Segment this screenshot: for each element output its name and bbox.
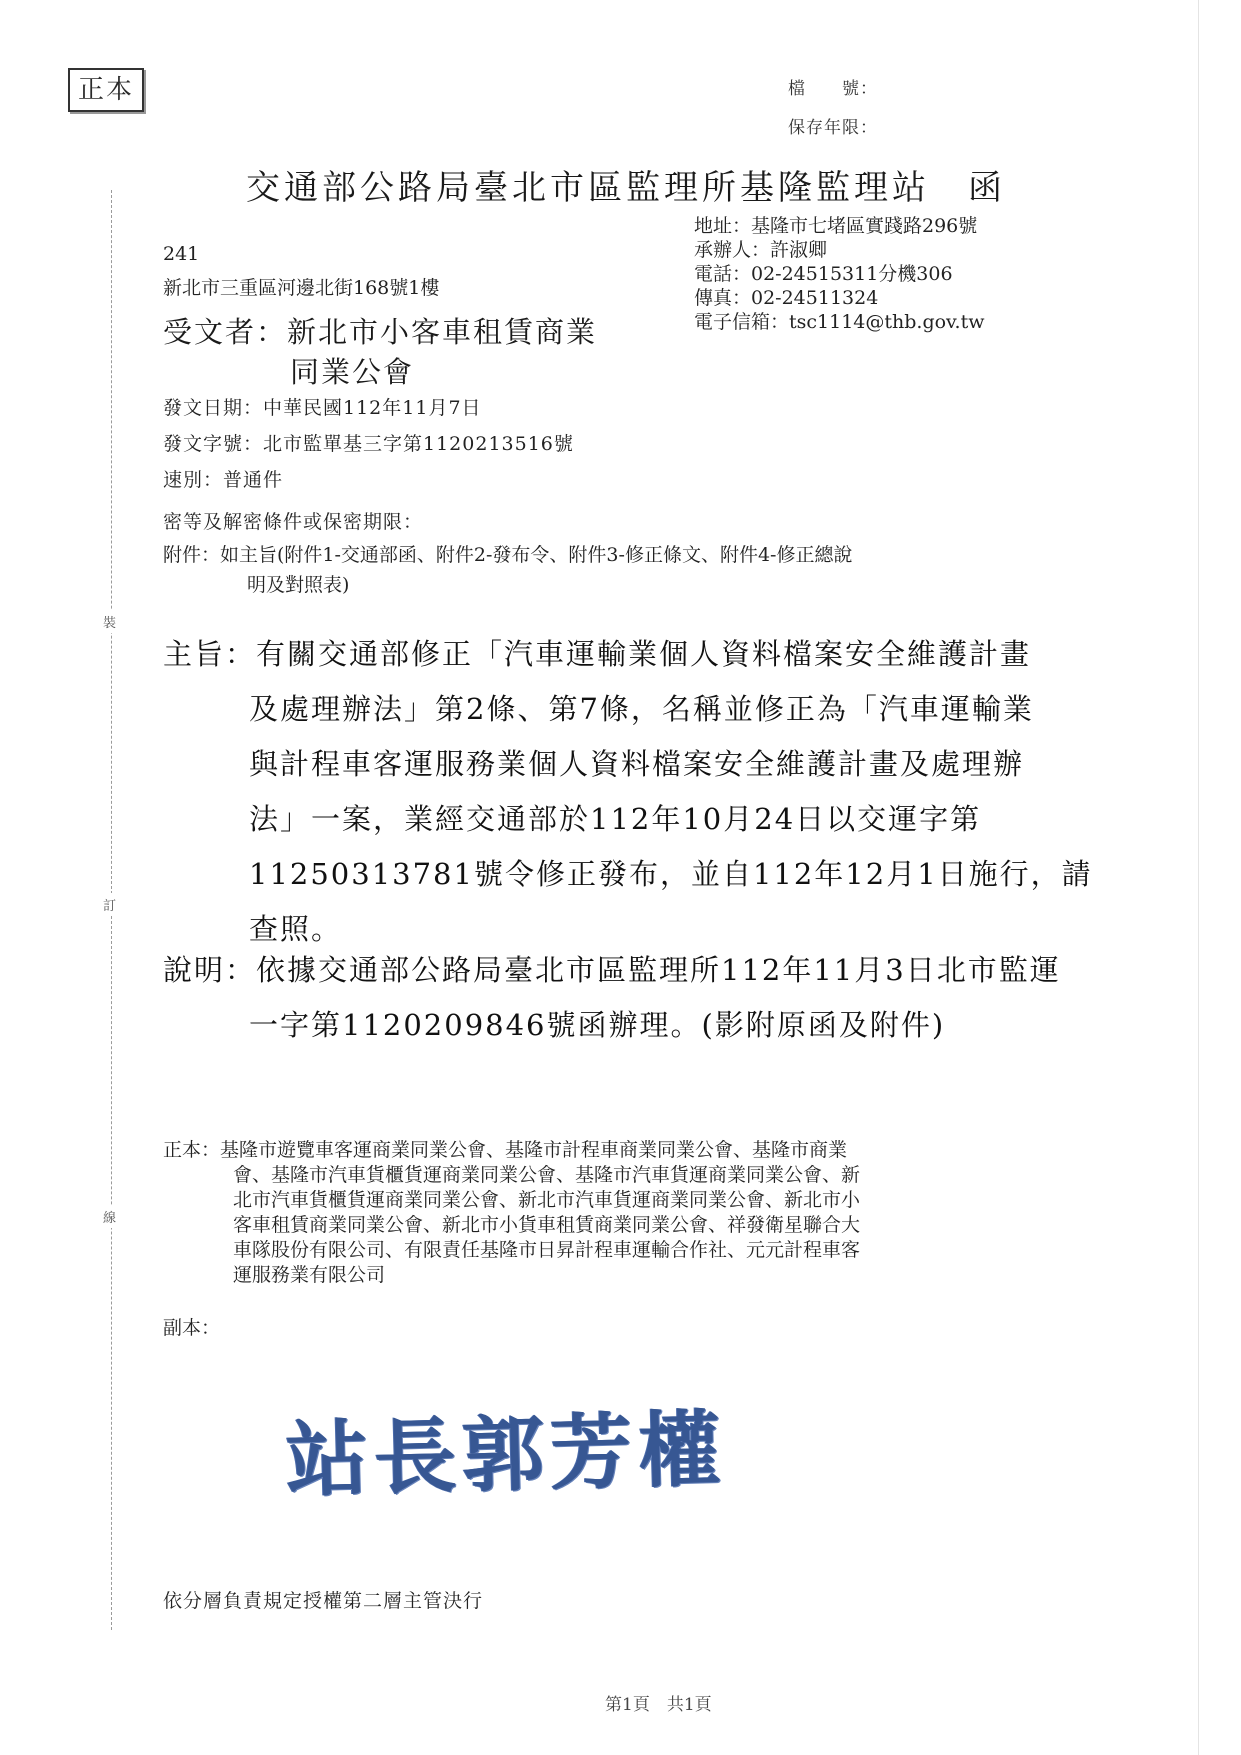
subject-line-4: 法」一案，業經交通部於112年10月24日以交運字第 bbox=[249, 802, 982, 836]
distribution-line-4: 客車租賃商業同業公會、新北市小貨車租賃商業同業公會、祥發衛星聯合大 bbox=[233, 1214, 861, 1236]
issue-date: 發文日期：中華民國112年11月7日 bbox=[163, 397, 482, 419]
subject-paragraph bbox=[163, 627, 1093, 957]
document-number: 發文字號：北市監單基三字第1120213516號 bbox=[163, 433, 574, 455]
recipient bbox=[163, 312, 597, 392]
distribution-line-1: 正本：基隆市遊覽車客運商業同業公會、基隆市計程車商業同業公會、基隆市商業 bbox=[163, 1139, 848, 1161]
explanation-line-2: 一字第1120209846號函辦理。(影附原函及附件) bbox=[249, 1008, 946, 1042]
distribution-line-6: 運服務業有限公司 bbox=[233, 1264, 386, 1286]
contact-phone: 電話：02-24515311分機306 bbox=[694, 263, 953, 285]
distribution-line-3: 北市汽車貨櫃貨運商業同業公會、新北市汽車貨運商業同業公會、新北市小 bbox=[233, 1189, 861, 1211]
subject-line-2: 及處理辦法」第2條、第7條，名稱並修正為「汽車運輸業 bbox=[249, 692, 1034, 726]
explanation-paragraph bbox=[163, 943, 1061, 1053]
binding-mark-top: 裝 bbox=[103, 610, 116, 633]
signature-stamp: 站長郭芳權 bbox=[284, 1401, 728, 1509]
recipient-address: 新北市三重區河邊北街168號1樓 bbox=[163, 277, 440, 299]
contact-email: 電子信箱：tsc1114@thb.gov.tw bbox=[694, 311, 985, 333]
secrecy-level: 密等及解密條件或保密期限： bbox=[163, 511, 424, 533]
postal-code: 241 bbox=[163, 243, 200, 265]
distribution-line-2: 會、基隆市汽車貨櫃貨運商業同業公會、基隆市汽車貨運商業同業公會、新 bbox=[233, 1164, 861, 1186]
contact-handler: 承辦人：許淑卿 bbox=[694, 239, 828, 261]
subject-line-6: 查照。 bbox=[249, 912, 343, 946]
attachments-line-1: 附件：如主旨(附件1-交通部函、附件2-發布令、附件3-修正條文、附件4-修正總說 bbox=[163, 544, 853, 566]
recipient-line-1: 受文者：新北市小客車租賃商業 bbox=[163, 315, 598, 349]
delivery-speed: 速別：普通件 bbox=[163, 469, 284, 491]
recipient-line-2: 同業公會 bbox=[290, 355, 415, 389]
contact-fax: 傳真：02-24511324 bbox=[694, 287, 879, 309]
contact-address: 地址：基隆市七堵區實踐路296號 bbox=[694, 215, 978, 237]
attachments bbox=[163, 540, 852, 600]
file-number-label: 檔 號： bbox=[788, 79, 878, 99]
explanation-line-1: 說明：依據交通部公路局臺北市區監理所112年11月3日北市監運 bbox=[163, 953, 1061, 987]
document-title: 交通部公路局臺北市區監理所基隆監理站 函 bbox=[246, 168, 1006, 208]
subject-line-5: 11250313781號令修正發布，並自112年12月1日施行，請 bbox=[249, 857, 1093, 891]
carbon-copy-label: 副本： bbox=[163, 1317, 221, 1339]
subject-line-1: 主旨：有關交通部修正「汽車運輸業個人資料檔案安全維護計畫 bbox=[163, 637, 1032, 671]
attachments-line-2: 明及對照表) bbox=[247, 574, 350, 596]
page-number: 第1頁 共1頁 bbox=[605, 1695, 712, 1715]
authority-note: 依分層負責規定授權第二層主管決行 bbox=[163, 1590, 484, 1612]
retention-period-label: 保存年限： bbox=[788, 118, 878, 138]
subject-line-3: 與計程車客運服務業個人資料檔案安全維護計畫及處理辦 bbox=[249, 747, 1025, 781]
scan-edge bbox=[1198, 0, 1199, 1755]
distribution-list bbox=[163, 1138, 860, 1288]
distribution-line-5: 車隊股份有限公司、有限責任基隆市日昇計程車運輸合作社、元元計程車客 bbox=[233, 1239, 861, 1261]
binding-mark-middle: 訂 bbox=[103, 893, 116, 916]
binding-mark-bottom: 線 bbox=[103, 1205, 116, 1228]
copy-stamp: 正本 bbox=[68, 68, 144, 112]
contact-block bbox=[694, 214, 984, 334]
